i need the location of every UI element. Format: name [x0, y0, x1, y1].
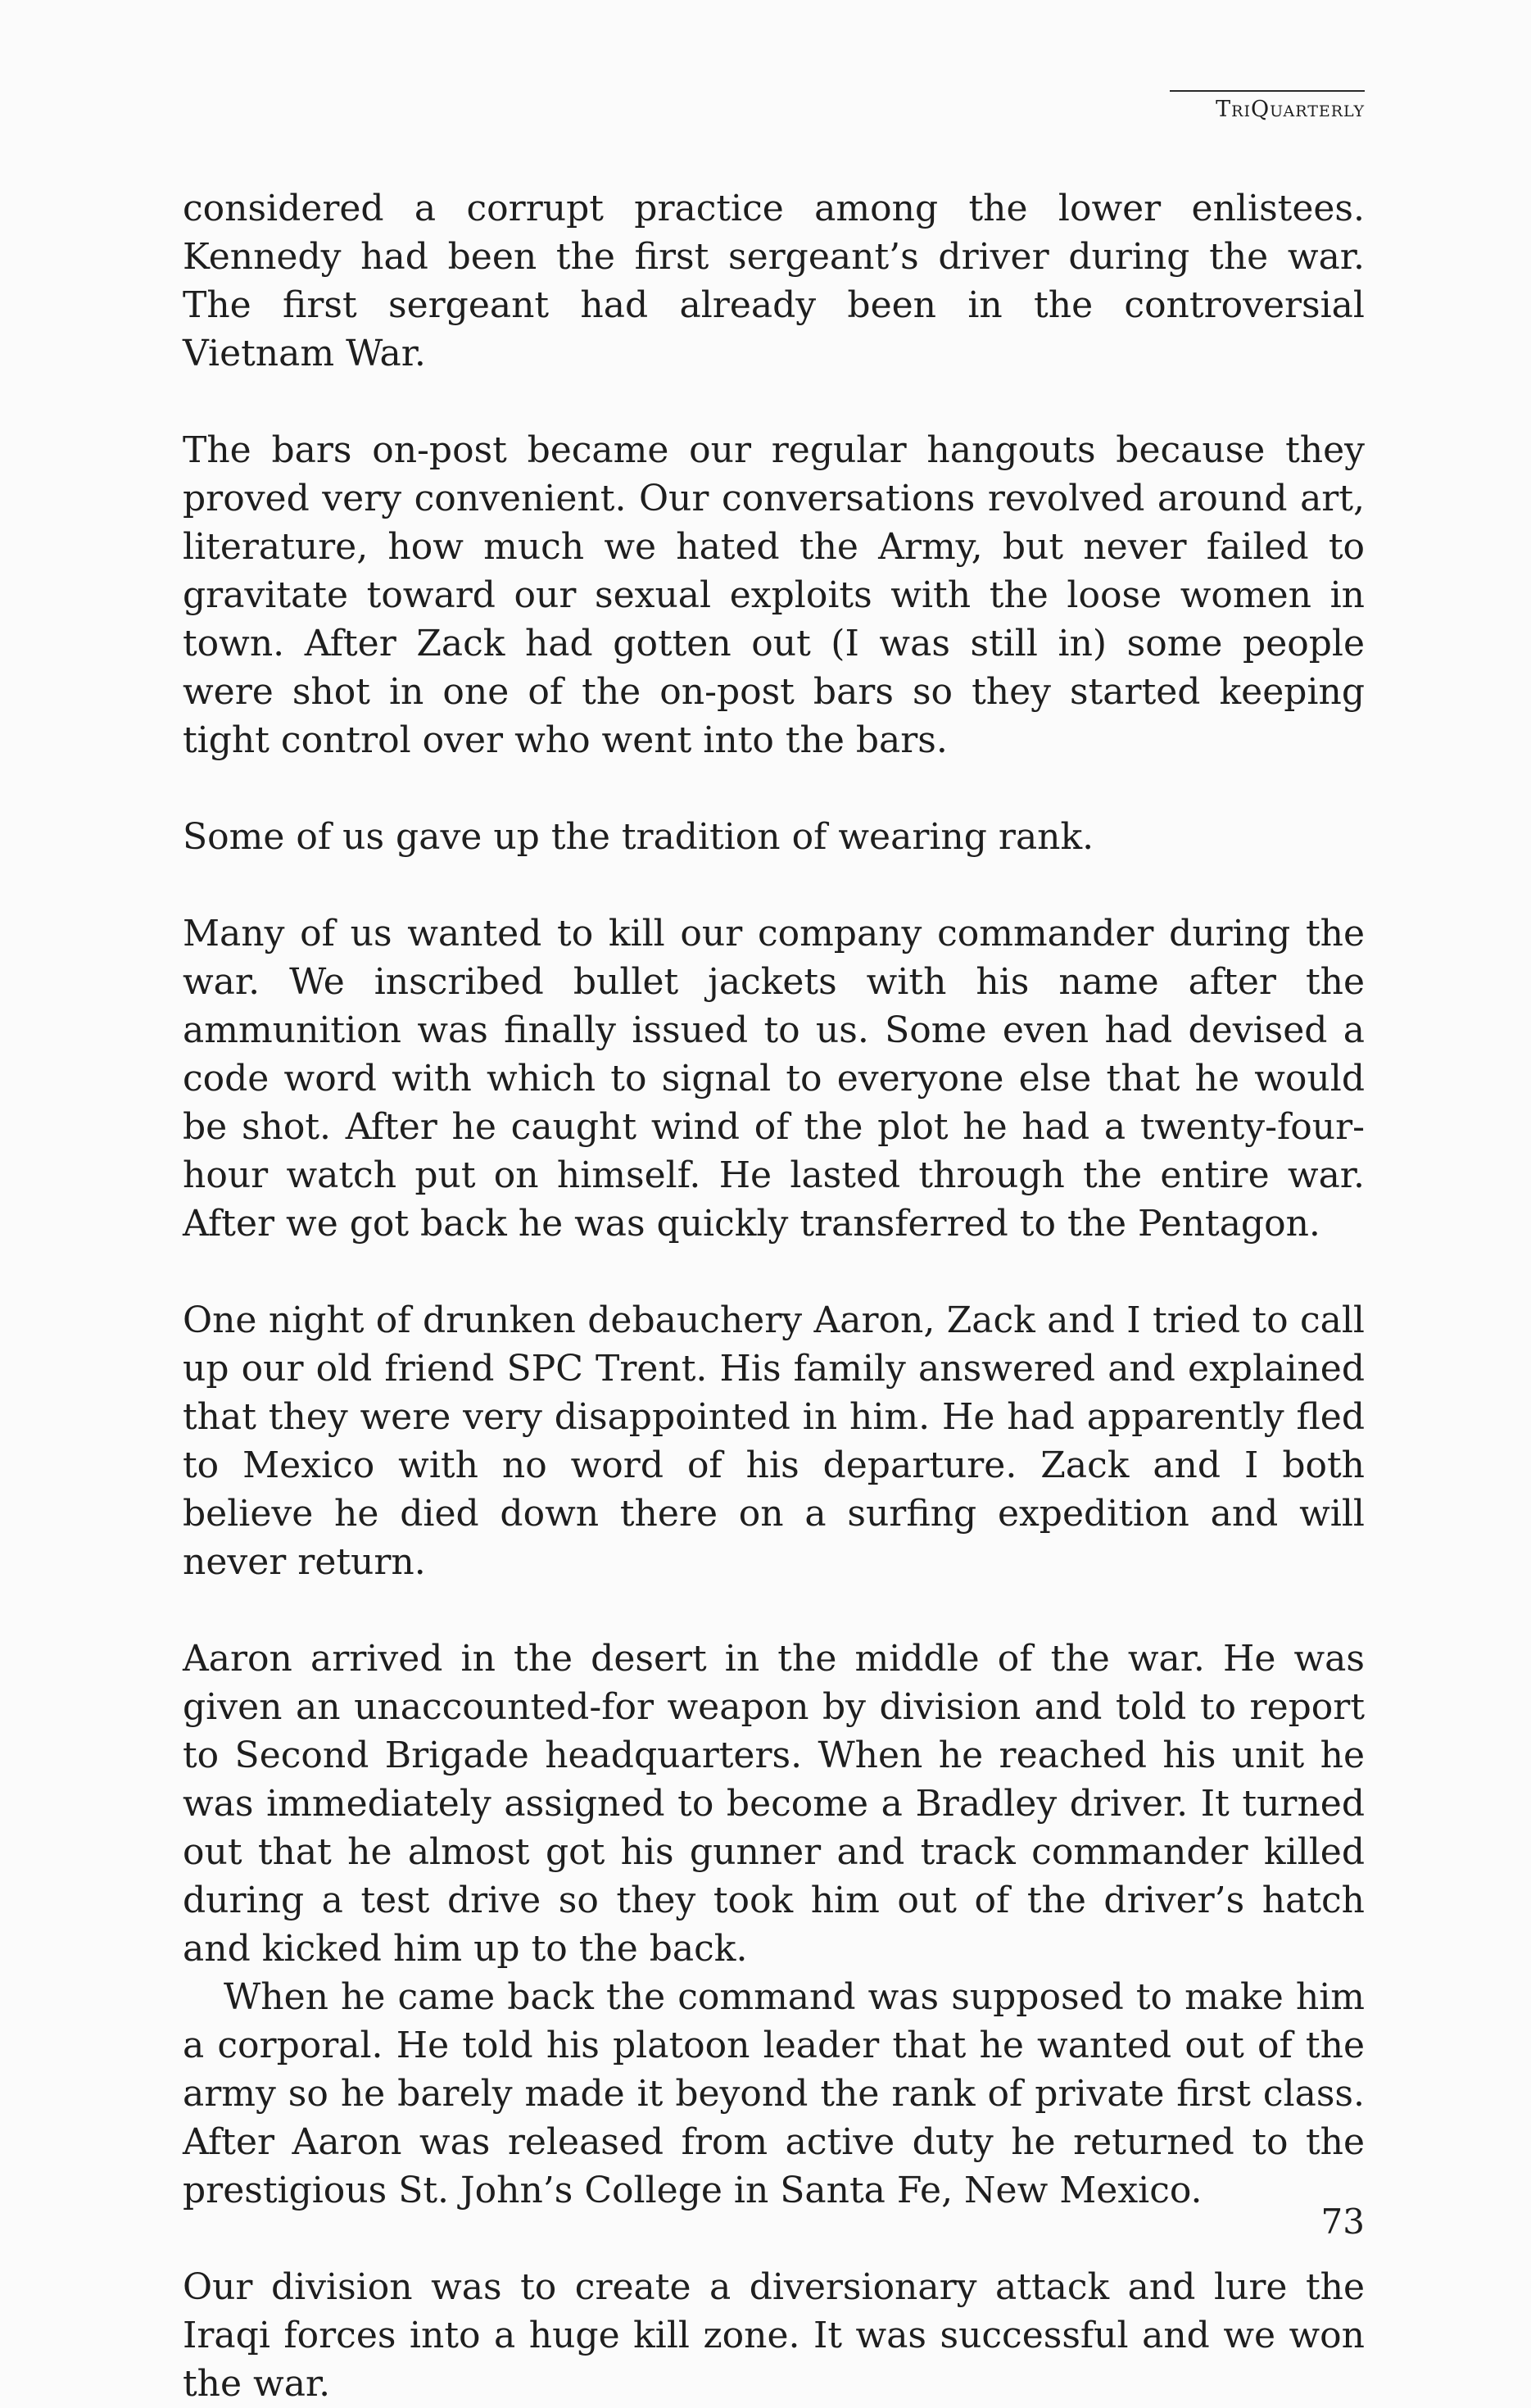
paragraph-commander: Many of us wanted to kill our company commander during the war. We inscribed bullet jackets with his name after the ammunition was finally issued to us. Some even had devised a code word with which to signal to everyone else that he would be shot. After he caught wind of the plot he had a twenty-four-hour watch put on himself. He lasted through the entire war. After we got back he was quickly transferred to the Pentagon. — [183, 913, 1365, 1245]
page-number: 73 — [1320, 2202, 1365, 2242]
paragraph-rank: Some of us gave up the tradition of wearing rank. — [183, 816, 1094, 858]
paragraph-continued: considered a corrupt practice among the lower enlistees. Kennedy had been the first sergeant’s driver during the war. The first sergeant had already been in the controversial Vietnam War. — [183, 188, 1365, 374]
book-page — [183, 0, 1365, 2405]
paragraph-aaron-arrival: Aaron arrived in the desert in the middle of the war. He was given an unaccounted-for weapon by division and told to report to Second Brigade headquarters. When he reached his unit he was immediately assigned to become a Bradley driver. It turned out that he almost got his gunner and track commander killed during a test drive so they took him out of the driver’s hatch and kicked him up to the back. — [183, 1638, 1365, 1970]
running-head: TriQuarterly — [1216, 97, 1365, 122]
paragraph-trent: One night of drunken debauchery Aaron, Zack and I tried to call up our old friend SPC Trent. His family answered and explained that they were very disappointed in him. He had apparently fled to Mexico with no word of his departure. Zack and I both believe he died down there on a surfing expedition and will never return. — [183, 1299, 1365, 1583]
running-head-rule — [1170, 90, 1365, 92]
body-text — [183, 184, 1365, 2408]
paragraph-bars: The bars on-post became our regular hangouts because they proved very convenient. Our conversations revolved around art, literature, how much we hated the Army, but never failed to gravitate toward our sexual exploits with the loose women in town. After Zack had gotten out (I was still in) some people were shot in one of the on-post bars so they started keeping tight control over who went into the bars. — [183, 429, 1365, 761]
paragraph-division: Our division was to create a diversionary attack and lure the Iraqi forces into a huge kill zone. It was successful and we won the war. — [183, 2266, 1365, 2405]
paragraph-aaron-return: When he came back the command was supposed to make him a corporal. He told his platoon leader that he wanted out of the army so he barely made it beyond the rank of private first class. After Aaron was released from active duty he returned to the prestigious St. John’s College in Santa Fe, New Mexico. — [183, 1976, 1365, 2211]
